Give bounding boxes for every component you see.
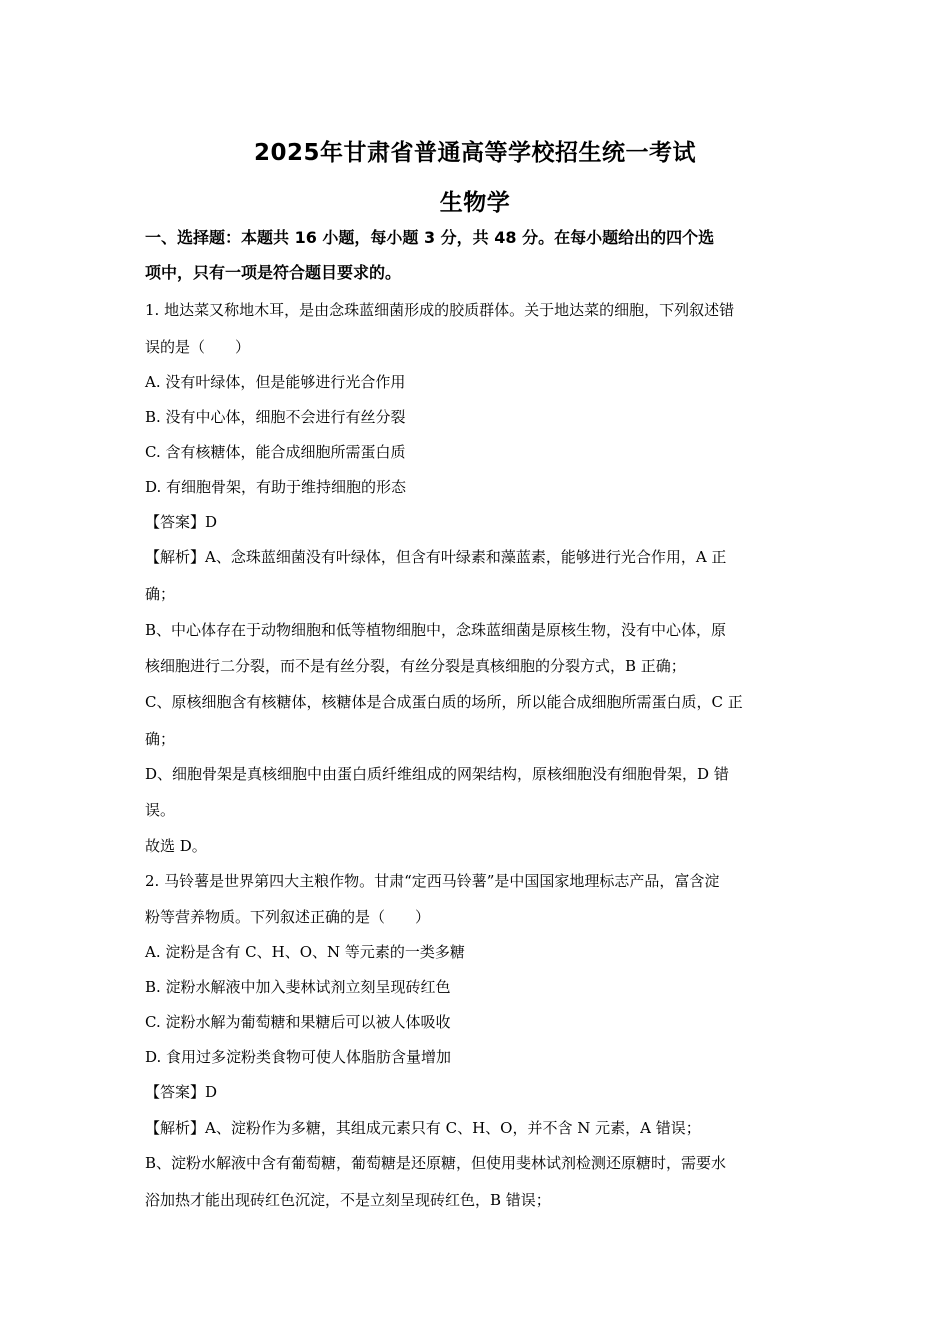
- question-1-analysis-line: C、原核细胞含有核糖体，核糖体是合成蛋白质的场所，所以能合成细胞所需蛋白质，C 正: [145, 693, 743, 711]
- section-heading: 一、选择题：本题共 16 小题，每小题 3 分，共 48 分。在每小题给出的四个选: [145, 228, 715, 247]
- question-2-option-a: A. 淀粉是含有 C、H、O、N 等元素的一类多糖: [145, 943, 465, 961]
- question-2-stem: 2. 马铃薯是世界第四大主粮作物。甘肃“定西马铃薯”是中国国家地理标志产品，富含淀: [145, 872, 720, 890]
- question-1-option-b: B. 没有中心体，细胞不会进行有丝分裂: [145, 408, 406, 426]
- question-2-analysis-line: B、淀粉水解液中含有葡萄糖，葡萄糖是还原糖，但使用斐林试剂检测还原糖时，需要水: [145, 1154, 727, 1172]
- question-1-option-d: D. 有细胞骨架，有助于维持细胞的形态: [145, 478, 407, 496]
- question-2-option-d: D. 食用过多淀粉类食物可使人体脂肪含量增加: [145, 1048, 452, 1066]
- subject-title: 生物学: [439, 190, 511, 216]
- question-1-analysis-line: 确；: [145, 730, 176, 748]
- question-2-answer: 【答案】D: [145, 1083, 218, 1101]
- question-1-analysis-line: D、细胞骨架是真核细胞中由蛋白质纤维组成的网架结构，原核细胞没有细胞骨架，D 错: [145, 765, 729, 783]
- question-1-stem: 1. 地达菜又称地木耳，是由念珠蓝细菌形成的胶质群体。关于地达菜的细胞，下列叙述错: [145, 301, 735, 319]
- question-1-answer: 【答案】D: [145, 513, 218, 531]
- question-1-analysis: 【解析】A、念珠蓝细菌没有叶绿体，但含有叶绿素和藻蓝素，能够进行光合作用，A 正: [145, 548, 727, 566]
- question-2-analysis-line: 浴加热才能出现砖红色沉淀，不是立刻呈现砖红色，B 错误；: [145, 1191, 551, 1209]
- question-1-stem-continued: 误的是（ ）: [145, 338, 251, 356]
- exam-title: 2025年甘肃省普通高等学校招生统一考试: [253, 140, 696, 166]
- question-2-stem-continued: 粉等营养物质。下列叙述正确的是（ ）: [145, 908, 431, 926]
- section-heading-continued: 项中，只有一项是符合题目要求的。: [145, 263, 402, 282]
- question-1-analysis-line: 确；: [145, 585, 176, 603]
- question-1-option-a: A. 没有叶绿体，但是能够进行光合作用: [145, 373, 406, 391]
- question-1-analysis-line: 误。: [145, 801, 176, 819]
- question-2-option-b: B. 淀粉水解液中加入斐林试剂立刻呈现砖红色: [145, 978, 451, 996]
- question-2-option-c: C. 淀粉水解为葡萄糖和果糖后可以被人体吸收: [145, 1013, 451, 1031]
- question-2-analysis: 【解析】A、淀粉作为多糖，其组成元素只有 C、H、O，并不含 N 元素，A 错误；: [145, 1119, 701, 1137]
- question-1-conclusion: 故选 D。: [145, 837, 207, 855]
- question-1-analysis-line: B、中心体存在于动物细胞和低等植物细胞中，念珠蓝细菌是原核生物，没有中心体，原: [145, 621, 727, 639]
- question-1-analysis-line: 核细胞进行二分裂，而不是有丝分裂，有丝分裂是真核细胞的分裂方式，B 正确；: [145, 657, 686, 675]
- question-1-option-c: C. 含有核糖体，能合成细胞所需蛋白质: [145, 443, 406, 461]
